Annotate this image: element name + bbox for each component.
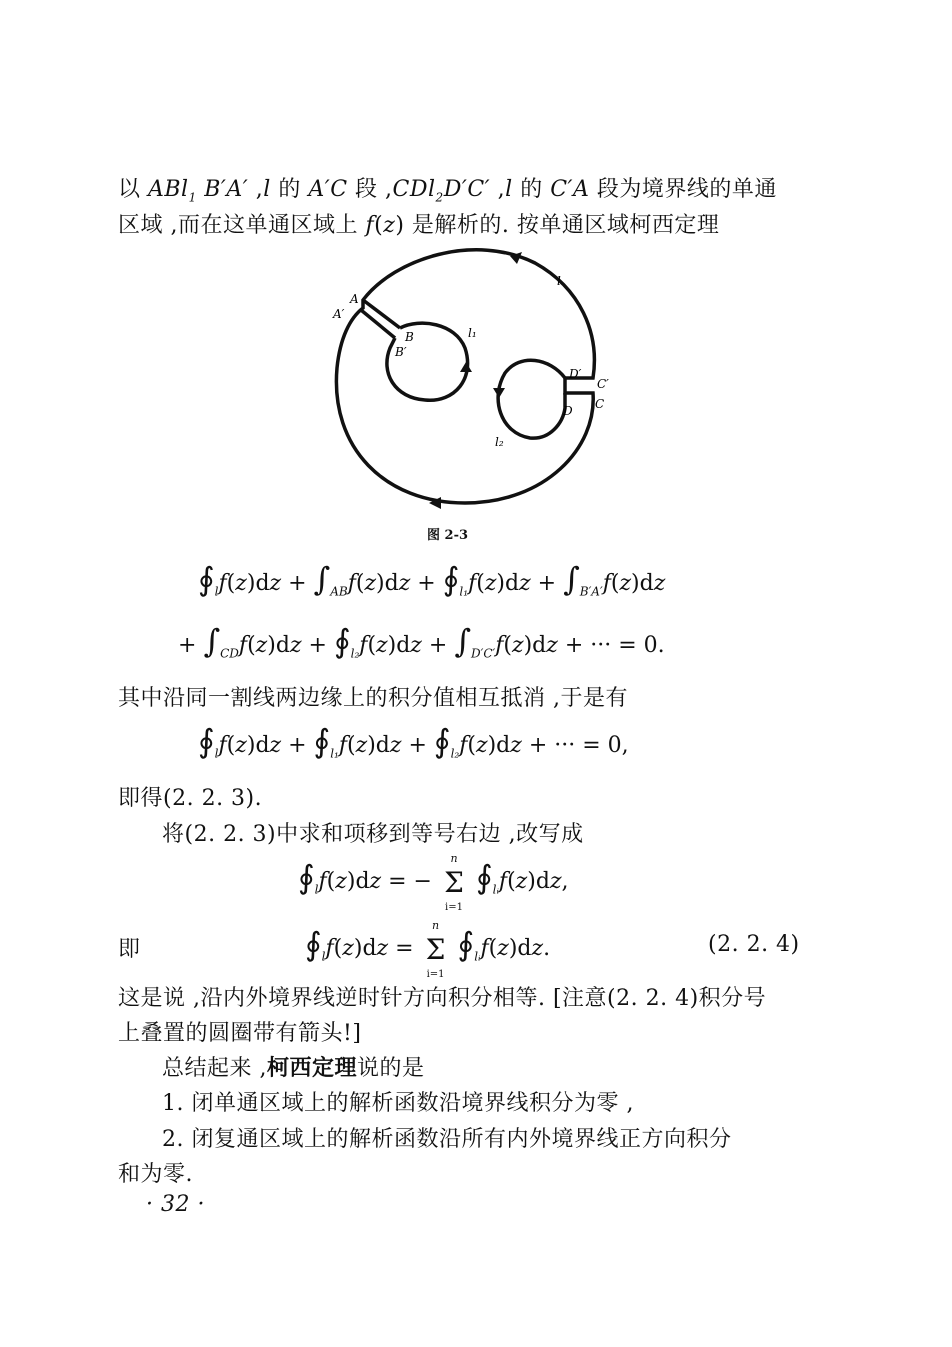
text-rewrite: 将(2. 2. 3)中求和项移到等号右边 ,改写成 bbox=[162, 822, 584, 847]
label-A: A bbox=[350, 292, 359, 306]
equation-4-prefix: 即 bbox=[118, 937, 141, 962]
label-D-prime: D′ bbox=[569, 367, 582, 381]
equation-3: $∮_lf(z)dz$ = − n Σ i=1 $∮_{lᵢ}f(z)dz$, bbox=[298, 851, 569, 913]
equation-4: $∮_lf(z)dz$ = n Σ i=1 $∮_{lᵢ}f(z)dz$. bbox=[305, 918, 551, 980]
label-C: C bbox=[595, 397, 605, 411]
label-B-prime: B′ bbox=[395, 345, 407, 359]
text-explanation-line-1: 这是说 ,沿内外境界线逆时针方向积分相等. [注意(2. 2. 4)积分号 bbox=[118, 986, 767, 1011]
label-D: D bbox=[563, 404, 573, 418]
text-result: 即得(2. 2. 3). bbox=[118, 786, 263, 811]
figure-contour-diagram bbox=[325, 238, 625, 518]
label-l2: l₂ bbox=[495, 435, 504, 449]
label-C-prime: C′ bbox=[597, 377, 609, 391]
label-A-prime: A′ bbox=[333, 307, 345, 321]
paragraph-line-1: 以 ABl$_1$ B′A′ ,l 的 A′C 段 ,CDl$_2$D′C′ ,l 的 C′A 段为境界线的单通 bbox=[118, 177, 777, 205]
paragraph-line-2: 区域 ,而在这单通区域上 f(z) 是解析的. 按单通区域柯西定理 bbox=[118, 213, 720, 238]
text-summary: 总结起来 ,柯西定理说的是 bbox=[162, 1055, 425, 1081]
figure-caption: 图 2-3 bbox=[427, 528, 469, 543]
label-B: B bbox=[405, 330, 414, 344]
list-item-2-line-2: 和为零. bbox=[118, 1162, 193, 1187]
equation-2: $∮_lf(z)dz$ + $∮_{l_1}f(z)dz$ + $∮_{l_2}f(z)dz$ + ··· = 0, bbox=[198, 722, 629, 761]
text-explanation-line-2: 上叠置的圆圈带有箭头!] bbox=[118, 1021, 362, 1046]
equation-1-line-1: $∮_lf(z)dz + \int_{AB}f(z)dz$ + $∮_{l_1}f(z)dz + \int_{B'A'}f(z)dz$ bbox=[198, 560, 666, 599]
page-number: · 32 · bbox=[146, 1192, 205, 1217]
label-l: l bbox=[557, 274, 561, 288]
list-item-2-line-1: 2. 闭复通区域上的解析函数沿所有内外境界线正方向积分 bbox=[162, 1127, 732, 1152]
equation-1-line-2: + $\int_{CD}f(z)dz$ + $∮_{l_2}f(z)dz + \int_{D'C'}f(z)dz$ + ··· = 0. bbox=[178, 622, 665, 661]
text-cancellation: 其中沿同一割线两边缘上的积分值相互抵消 ,于是有 bbox=[118, 686, 628, 711]
cauchy-theorem-term: 柯西定理 bbox=[267, 1055, 358, 1081]
list-item-1: 1. 闭单通区域上的解析函数沿境界线积分为零 , bbox=[162, 1091, 634, 1116]
label-l1: l₁ bbox=[468, 326, 477, 340]
equation-4-number: (2. 2. 4) bbox=[708, 932, 800, 957]
